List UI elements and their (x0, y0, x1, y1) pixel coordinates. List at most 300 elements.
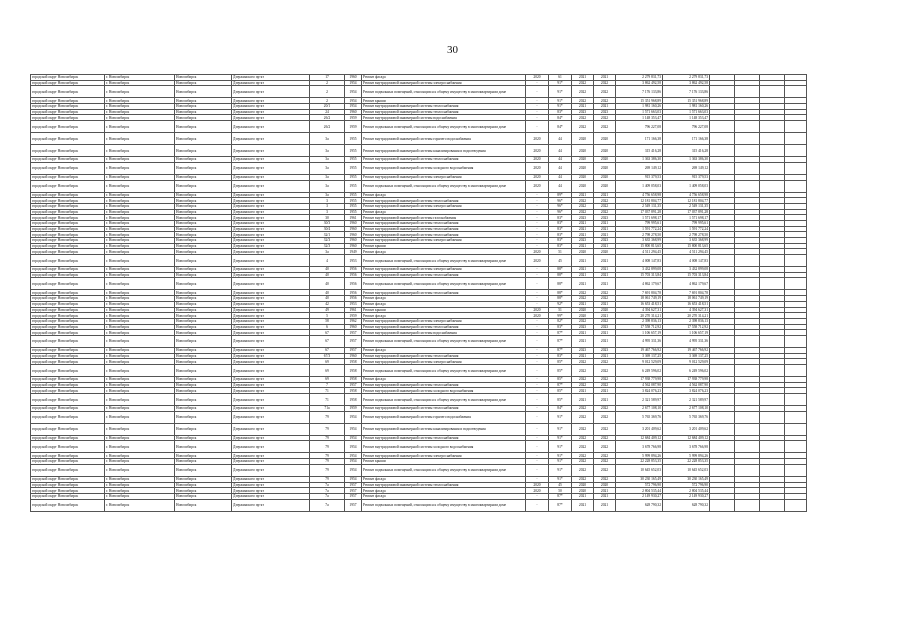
cell-area: - (526, 464, 549, 476)
cell-okrug: городской округ Новосибирск (31, 435, 105, 441)
cell-s: 88* (549, 267, 572, 273)
cell-area: - (526, 365, 549, 377)
cell-cost: 1 981 160,26 (616, 104, 663, 110)
cell-empty (785, 145, 807, 157)
cell-locality: Новосибирск (175, 499, 232, 511)
cell-empty (735, 365, 760, 377)
cell-street: Дзержинского пр-кт (232, 313, 310, 319)
cell-year: 1956 (345, 272, 362, 278)
cell-y2: 2022 (594, 382, 616, 388)
cell-cost: 3 678 766,98 (616, 441, 663, 453)
cell-okrug: городской округ Новосибирск (31, 459, 105, 465)
cell-okrug: городской округ Новосибирск (31, 157, 105, 163)
cell-work: Ремонт подвальных помещений, относящихся к общему имуществу в многоквартирном доме (362, 365, 526, 377)
cell-okrug: городской округ Новосибирск (31, 80, 105, 86)
cell-cost: 4 511 294,45 (616, 249, 663, 255)
cell-empty (710, 464, 735, 476)
cell-total: 915 379,53 (663, 174, 710, 180)
cell-y2: 2022 (594, 198, 616, 204)
cell-empty (785, 335, 807, 347)
cell-y1: 2022 (572, 80, 594, 86)
cell-city: г. Новосибирск (105, 272, 175, 278)
cell-s: 87* (549, 382, 572, 388)
cell-year: 1960 (345, 243, 362, 249)
cell-okrug: городской округ Новосибирск (31, 301, 105, 307)
cell-street: Дзержинского пр-кт (232, 104, 310, 110)
cell-locality: Новосибирск (175, 180, 232, 192)
cell-cost: 628 790,32 (616, 499, 663, 511)
cell-house: 24 (310, 109, 345, 115)
cell-s: 91* (549, 104, 572, 110)
cell-y1: 2021 (572, 192, 594, 198)
cell-s: 88* (549, 290, 572, 296)
cell-s: 45 (549, 482, 572, 488)
cell-house: 3 (310, 203, 345, 209)
cell-locality: Новосибирск (175, 324, 232, 330)
cell-work: Ремонт внутридомовой инженерной системы водоснабжения (362, 115, 526, 121)
cell-y2: 2023 (594, 109, 616, 115)
cell-year: 1954 (345, 441, 362, 453)
table-row (31, 121, 807, 133)
capital-repair-table (30, 74, 807, 512)
cell-locality: Новосибирск (175, 109, 232, 115)
cell-house: 3а (310, 162, 345, 174)
cell-empty (710, 335, 735, 347)
cell-empty (785, 86, 807, 98)
cell-cost: 2 279 831,73 (616, 75, 663, 81)
cell-okrug: городской округ Новосибирск (31, 121, 105, 133)
cell-house: 71 (310, 388, 345, 394)
cell-year: 1958 (345, 365, 362, 377)
cell-total: 315 416,28 (663, 145, 710, 157)
cell-cost: 30 230 165,49 (616, 476, 663, 482)
cell-locality: Новосибирск (175, 365, 232, 377)
cell-street: Дзержинского пр-кт (232, 453, 310, 459)
cell-s: 83* (549, 243, 572, 249)
cell-area: - (526, 215, 549, 221)
cell-city: г. Новосибирск (105, 290, 175, 296)
cell-s: 85* (549, 394, 572, 406)
cell-house: 3а (310, 192, 345, 198)
cell-street: Дзержинского пр-кт (232, 324, 310, 330)
page-number: 30 (447, 44, 458, 56)
cell-house: 32/3 (310, 238, 345, 244)
cell-area: - (526, 220, 549, 226)
cell-house: 67 (310, 347, 345, 353)
cell-s: 99* (549, 313, 572, 319)
cell-total: 4 511 294,45 (663, 249, 710, 255)
cell-city: г. Новосибирск (105, 215, 175, 221)
cell-cost: 4 756 658,98 (616, 192, 663, 198)
cell-locality: Новосибирск (175, 335, 232, 347)
cell-y2: 2022 (594, 453, 616, 459)
cell-house: 7а (310, 482, 345, 488)
cell-empty (735, 335, 760, 347)
cell-cost: 2 804 535,44 (616, 488, 663, 494)
cell-street: Дзержинского пр-кт (232, 278, 310, 290)
cell-street: Дзержинского пр-кт (232, 249, 310, 255)
cell-s: 51 (549, 249, 572, 255)
table-row (31, 499, 807, 511)
cell-city: г. Новосибирск (105, 493, 175, 499)
cell-house: 79 (310, 464, 345, 476)
cell-y1: 2022 (572, 411, 594, 423)
cell-y2: 2021 (594, 388, 616, 394)
cell-s: 83* (549, 226, 572, 232)
cell-y1: 2022 (572, 365, 594, 377)
cell-total: 4 008 147,83 (663, 255, 710, 267)
cell-locality: Новосибирск (175, 238, 232, 244)
cell-work: Ремонт внутридомовой инженерной системы теплоснабжения (362, 482, 526, 488)
cell-empty (735, 278, 760, 290)
cell-street: Дзержинского пр-кт (232, 365, 310, 377)
cell-total: 2 798 278,50 (663, 232, 710, 238)
cell-empty (760, 441, 785, 453)
cell-y1: 2023 (572, 347, 594, 353)
cell-s: 85* (549, 359, 572, 365)
cell-area: - (526, 476, 549, 482)
cell-empty (735, 441, 760, 453)
cell-total: 7 691 804,78 (663, 290, 710, 296)
cell-street: Дзержинского пр-кт (232, 145, 310, 157)
cell-empty (760, 86, 785, 98)
cell-work: Ремонт фасада (362, 488, 526, 494)
cell-s: 92* (549, 301, 572, 307)
cell-area: - (526, 301, 549, 307)
cell-street: Дзержинского пр-кт (232, 98, 310, 104)
cell-s: 83* (549, 232, 572, 238)
cell-city: г. Новосибирск (105, 388, 175, 394)
cell-y2: 2022 (594, 459, 616, 465)
cell-empty (710, 86, 735, 98)
cell-cost: 22 228 853,35 (616, 459, 663, 465)
cell-year: 1954 (345, 435, 362, 441)
cell-area: - (526, 115, 549, 121)
cell-y1: 2020 (572, 488, 594, 494)
cell-city: г. Новосибирск (105, 209, 175, 215)
cell-s: 91* (549, 80, 572, 86)
cell-total: 2 804 535,44 (663, 488, 710, 494)
cell-locality: Новосибирск (175, 174, 232, 180)
cell-okrug: городской округ Новосибирск (31, 220, 105, 226)
cell-y1: 2022 (572, 382, 594, 388)
cell-empty (785, 464, 807, 476)
cell-street: Дзержинского пр-кт (232, 232, 310, 238)
cell-city: г. Новосибирск (105, 255, 175, 267)
cell-total: 12 181 804,77 (663, 198, 710, 204)
cell-area: 2020 (526, 133, 549, 145)
cell-okrug: городской округ Новосибирск (31, 104, 105, 110)
cell-house: 69 (310, 377, 345, 383)
cell-total: 7 176 133,86 (663, 86, 710, 98)
cell-locality: Новосибирск (175, 98, 232, 104)
cell-year: 1954 (345, 476, 362, 482)
cell-locality: Новосибирск (175, 80, 232, 86)
cell-cost: 4 008 147,83 (616, 255, 663, 267)
cell-y2: 2022 (594, 290, 616, 296)
cell-area: 2020 (526, 255, 549, 267)
cell-locality: Новосибирск (175, 488, 232, 494)
cell-y2: 2021 (594, 232, 616, 238)
cell-cost: 4 995 331,36 (616, 335, 663, 347)
cell-work: Ремонт подвальных помещений, относящихся к общему имуществу в многоквартирном доме (362, 121, 526, 133)
cell-work: Ремонт подвальных помещений, относящихся к общему имуществу в многоквартирном доме (362, 394, 526, 406)
cell-city: г. Новосибирск (105, 330, 175, 336)
cell-street: Дзержинского пр-кт (232, 411, 310, 423)
cell-okrug: городской округ Новосибирск (31, 411, 105, 423)
cell-y1: 2021 (572, 232, 594, 238)
cell-year: 1960 (345, 232, 362, 238)
cell-year: 1960 (345, 226, 362, 232)
cell-area: - (526, 209, 549, 215)
cell-locality: Новосибирск (175, 278, 232, 290)
cell-house: 79 (310, 459, 345, 465)
cell-locality: Новосибирск (175, 296, 232, 302)
cell-year: 1958 (345, 388, 362, 394)
cell-street: Дзержинского пр-кт (232, 347, 310, 353)
cell-street: Дзержинского пр-кт (232, 318, 310, 324)
cell-city: г. Новосибирск (105, 198, 175, 204)
cell-cost: 1 571 663,03 (616, 109, 663, 115)
cell-street: Дзержинского пр-кт (232, 121, 310, 133)
cell-cost: 2 798 278,50 (616, 232, 663, 238)
cell-okrug: городской округ Новосибирск (31, 324, 105, 330)
cell-total: 19 467 766,92 (663, 347, 710, 353)
cell-y1: 2023 (572, 238, 594, 244)
cell-y1: 2021 (572, 226, 594, 232)
cell-empty (710, 394, 735, 406)
cell-total: 1 106 657,19 (663, 330, 710, 336)
cell-total: 1 591 772,24 (663, 226, 710, 232)
cell-cost: 12 181 804,77 (616, 198, 663, 204)
cell-okrug: городской округ Новосибирск (31, 75, 105, 81)
cell-okrug: городской округ Новосибирск (31, 335, 105, 347)
cell-city: г. Новосибирск (105, 278, 175, 290)
cell-year: 1958 (345, 394, 362, 406)
cell-cost: 9 012 529,09 (616, 359, 663, 365)
cell-house: 3а (310, 157, 345, 163)
cell-empty (735, 86, 760, 98)
cell-house: 4 (310, 255, 345, 267)
cell-house: 58 (310, 318, 345, 324)
cell-y1: 2022 (572, 296, 594, 302)
cell-s: 89* (549, 192, 572, 198)
cell-total: 15 703 313,84 (663, 272, 710, 278)
cell-work: Ремонт внутридомовой инженерной системы теплоснабжения (362, 220, 526, 226)
cell-year: 1957 (345, 335, 362, 347)
cell-locality: Новосибирск (175, 353, 232, 359)
cell-y1: 2022 (572, 290, 594, 296)
cell-okrug: городской округ Новосибирск (31, 238, 105, 244)
cell-house: 30 (310, 215, 345, 221)
cell-cost: 1 148 353,47 (616, 115, 663, 121)
cell-work: Ремонт фасада (362, 192, 526, 198)
cell-y2: 2021 (594, 104, 616, 110)
cell-cost: 19 467 766,92 (616, 347, 663, 353)
cell-cost: 1 571 698,17 (616, 215, 663, 221)
cell-area: - (526, 388, 549, 394)
cell-area: - (526, 394, 549, 406)
cell-area: - (526, 453, 549, 459)
cell-work: Ремонт внутридомовой инженерной системы теплоснабжения (362, 353, 526, 359)
cell-y1: 2020 (572, 313, 594, 319)
cell-y1: 2022 (572, 209, 594, 215)
cell-y2: 2022 (594, 435, 616, 441)
cell-street: Дзержинского пр-кт (232, 441, 310, 453)
cell-locality: Новосибирск (175, 267, 232, 273)
cell-area: 2020 (526, 145, 549, 157)
cell-s: 44 (549, 145, 572, 157)
cell-cost: 1 363 386,30 (616, 157, 663, 163)
cell-total: 4 756 658,98 (663, 192, 710, 198)
cell-y2: 2020 (594, 307, 616, 313)
cell-okrug: городской округ Новосибирск (31, 145, 105, 157)
cell-city: г. Новосибирск (105, 324, 175, 330)
cell-s: 96* (549, 198, 572, 204)
cell-city: г. Новосибирск (105, 423, 175, 435)
cell-city: г. Новосибирск (105, 347, 175, 353)
cell-locality: Новосибирск (175, 359, 232, 365)
cell-locality: Новосибирск (175, 104, 232, 110)
cell-street: Дзержинского пр-кт (232, 464, 310, 476)
cell-city: г. Новосибирск (105, 301, 175, 307)
cell-area: - (526, 198, 549, 204)
cell-street: Дзержинского пр-кт (232, 488, 310, 494)
cell-cost: 16 653 418,51 (616, 301, 663, 307)
cell-s: 51 (549, 307, 572, 313)
cell-y2: 2022 (594, 365, 616, 377)
cell-y1: 2022 (572, 359, 594, 365)
cell-y2: 2021 (594, 243, 616, 249)
cell-street: Дзержинского пр-кт (232, 133, 310, 145)
cell-total: 799 995,61 (663, 220, 710, 226)
cell-house: 3 (310, 198, 345, 204)
cell-s: 91* (549, 441, 572, 453)
cell-total: 2 321 589,97 (663, 394, 710, 406)
cell-empty (760, 335, 785, 347)
cell-year: 1961 (345, 307, 362, 313)
cell-locality: Новосибирск (175, 301, 232, 307)
cell-y1: 2022 (572, 115, 594, 121)
cell-area: - (526, 493, 549, 499)
cell-empty (735, 145, 760, 157)
cell-locality: Новосибирск (175, 423, 232, 435)
cell-work: Ремонт подвальных помещений, относящихся к общему имуществу в многоквартирном доме (362, 180, 526, 192)
cell-empty (760, 365, 785, 377)
cell-total: 171 166,38 (663, 133, 710, 145)
cell-cost: 17 558 712,92 (616, 324, 663, 330)
cell-year: 1957 (345, 330, 362, 336)
cell-y1: 2022 (572, 476, 594, 482)
cell-work: Ремонт фасада (362, 493, 526, 499)
cell-empty (710, 121, 735, 133)
cell-y2: 2023 (594, 324, 616, 330)
cell-total: 1 148 353,47 (663, 115, 710, 121)
cell-locality: Новосибирск (175, 453, 232, 459)
cell-y1: 2021 (572, 75, 594, 81)
cell-year: 1960 (345, 353, 362, 359)
cell-area: - (526, 86, 549, 98)
cell-y1: 2020 (572, 162, 594, 174)
cell-y1: 2020 (572, 174, 594, 180)
cell-cost: 2 149 930,27 (616, 493, 663, 499)
cell-area: - (526, 324, 549, 330)
capital-repair-table-sheet (30, 74, 806, 512)
table-row (31, 464, 807, 476)
cell-empty (710, 162, 735, 174)
cell-cost: 269 149,12 (616, 162, 663, 174)
cell-total: 6 249 596,02 (663, 365, 710, 377)
cell-house: 2 (310, 80, 345, 86)
cell-street: Дзержинского пр-кт (232, 192, 310, 198)
table-row (31, 133, 807, 145)
cell-locality: Новосибирск (175, 209, 232, 215)
cell-street: Дзержинского пр-кт (232, 255, 310, 267)
cell-area: 2020 (526, 313, 549, 319)
cell-okrug: городской округ Новосибирск (31, 209, 105, 215)
cell-empty (785, 180, 807, 192)
cell-cost: 10 645 652,03 (616, 464, 663, 476)
cell-city: г. Новосибирск (105, 365, 175, 377)
cell-y2: 2022 (594, 423, 616, 435)
cell-okrug: городской округ Новосибирск (31, 488, 105, 494)
cell-city: г. Новосибирск (105, 453, 175, 459)
cell-work: Ремонт внутридомовой инженерной системы теплоснабжения (362, 435, 526, 441)
cell-s: 91* (549, 464, 572, 476)
cell-area: - (526, 359, 549, 365)
cell-empty (735, 255, 760, 267)
cell-locality: Новосибирск (175, 215, 232, 221)
cell-locality: Новосибирск (175, 459, 232, 465)
cell-city: г. Новосибирск (105, 435, 175, 441)
cell-okrug: городской округ Новосибирск (31, 215, 105, 221)
cell-house: 30/4 (310, 226, 345, 232)
cell-locality: Новосибирск (175, 133, 232, 145)
cell-s: 44 (549, 162, 572, 174)
cell-total: 628 790,32 (663, 499, 710, 511)
cell-y1: 2022 (572, 203, 594, 209)
cell-street: Дзержинского пр-кт (232, 162, 310, 174)
cell-area: - (526, 278, 549, 290)
cell-house: 7а (310, 493, 345, 499)
cell-house: 49 (310, 307, 345, 313)
cell-s: 83* (549, 324, 572, 330)
cell-y2: 2020 (594, 180, 616, 192)
cell-street: Дзержинского пр-кт (232, 335, 310, 347)
cell-street: Дзержинского пр-кт (232, 459, 310, 465)
cell-cost: 4 562 087,90 (616, 382, 663, 388)
cell-s: 83* (549, 220, 572, 226)
cell-work: Ремонт внутридомовой инженерной системы холодного водоснабжения (362, 162, 526, 174)
cell-y2: 2021 (594, 255, 616, 267)
cell-street: Дзержинского пр-кт (232, 290, 310, 296)
cell-s: 91* (549, 86, 572, 98)
cell-total: 18 061 749,19 (663, 296, 710, 302)
cell-okrug: городской округ Новосибирск (31, 203, 105, 209)
cell-cost: 1 409 058,03 (616, 180, 663, 192)
cell-area: - (526, 382, 549, 388)
cell-y1: 2023 (572, 109, 594, 115)
cell-empty (785, 162, 807, 174)
cell-year: 1955 (345, 180, 362, 192)
cell-area: - (526, 435, 549, 441)
cell-y1: 2022 (572, 121, 594, 133)
cell-y2: 2021 (594, 192, 616, 198)
cell-city: г. Новосибирск (105, 75, 175, 81)
cell-area: 2020 (526, 249, 549, 255)
cell-y1: 2022 (572, 453, 594, 459)
cell-city: г. Новосибирск (105, 488, 175, 494)
